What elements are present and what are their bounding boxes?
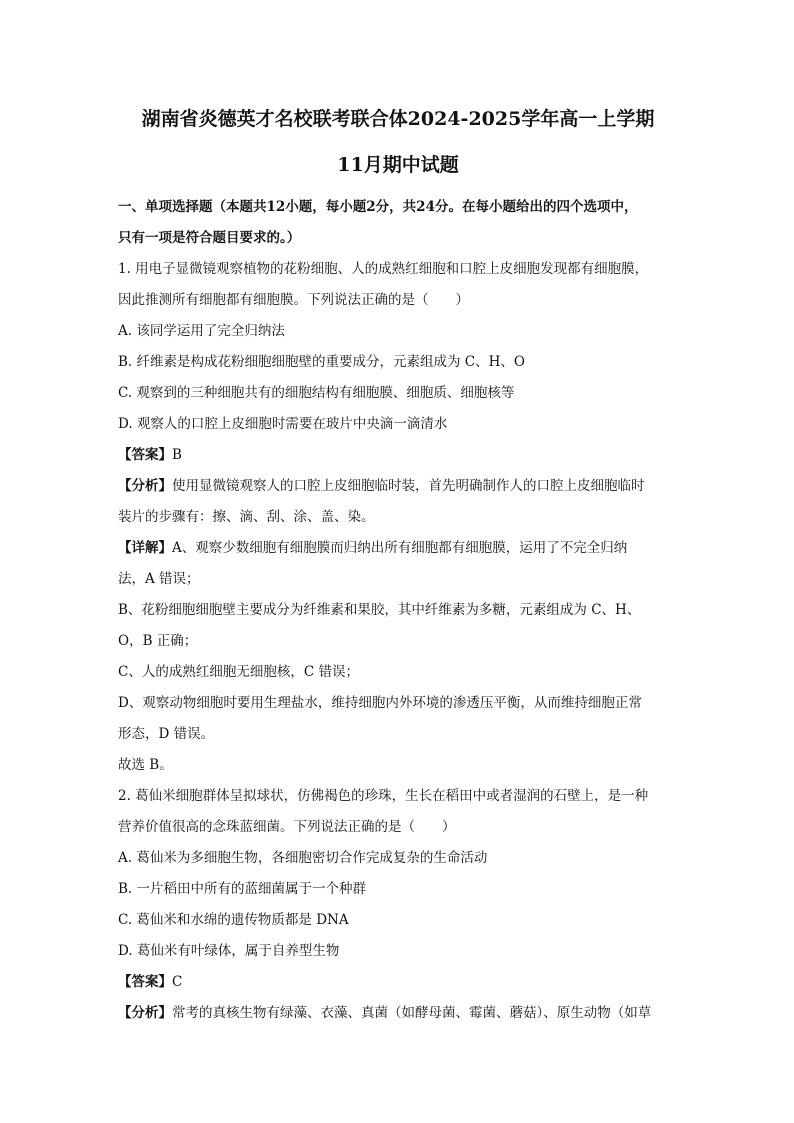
answer-value: C bbox=[172, 974, 183, 990]
question-2-stem-line1: 2. 葛仙米细胞群体呈拟球状，仿佛褐色的珍珠，生长在稻田中或者湿润的石壁上，是一种 bbox=[118, 788, 649, 804]
analysis-text: 常考的真核生物有绿藻、衣藻、真菌（如酵母菌、霉菌、蘑菇）、原生动物（如草 bbox=[172, 1005, 652, 1021]
document-title-line1: 湖南省炎德英才名校联考联合体2024-2025学年高一上学期 bbox=[141, 108, 655, 130]
question-1-detail-line1 bbox=[118, 533, 678, 564]
question-2-analysis-line1 bbox=[118, 998, 678, 1029]
answer-value: B bbox=[172, 447, 182, 463]
analysis-text: 使用显微镜观察人的口腔上皮细胞临时装，首先明确制作人的口腔上皮细胞临时 bbox=[172, 478, 645, 494]
answer-tag: 【答案】 bbox=[118, 974, 172, 990]
question-1-analysis-line2: 装片的步骤有：擦、滴、刮、涂、盖、染。 bbox=[118, 509, 375, 525]
question-1-detail-line3: B、花粉细胞细胞壁主要成分为纤维素和果胶，其中纤维素为多糖，元素组成为 C、H、 bbox=[118, 602, 641, 618]
question-1-option-b: B. 纤维素是构成花粉细胞细胞壁的重要成分，元素组成为 C、H、O bbox=[118, 354, 525, 370]
question-1-option-a: A. 该同学运用了完全归纳法 bbox=[118, 323, 285, 339]
question-1-analysis-line1 bbox=[118, 471, 678, 502]
question-1-detail-line5: C、人的成熟红细胞无细胞核，C 错误； bbox=[118, 664, 359, 680]
detail-text: A、观察少数细胞有细胞膜而归纳出所有细胞都有细胞膜，运用了不完全归纳 bbox=[172, 540, 628, 556]
question-1 bbox=[118, 254, 678, 781]
question-1-detail-line7: 形态，D 错误。 bbox=[118, 726, 215, 742]
question-1-stem-line1: 1. 用电子显微镜观察植物的花粉细胞、人的成熟红细胞和口腔上皮细胞发现都有细胞膜， bbox=[118, 261, 649, 277]
question-2-option-d: D. 葛仙米有叶绿体，属于自养型生物 bbox=[118, 943, 340, 959]
section-heading bbox=[118, 192, 678, 254]
question-2-option-c: C. 葛仙米和水绵的遗传物质都是 DNA bbox=[118, 912, 349, 928]
question-1-option-c: C. 观察到的三种细胞共有的细胞结构有细胞膜、细胞质、细胞核等 bbox=[118, 385, 515, 401]
answer-tag: 【答案】 bbox=[118, 447, 172, 463]
question-2-option-a: A. 葛仙米为多细胞生物，各细胞密切合作完成复杂的生命活动 bbox=[118, 850, 488, 866]
section-heading-line2: 只有一项是符合题目要求的。） bbox=[118, 230, 301, 246]
question-1-option-d: D. 观察人的口腔上皮细胞时需要在玻片中央滴一滴清水 bbox=[118, 416, 448, 432]
question-2-option-b: B. 一片稻田中所有的蓝细菌属于一个种群 bbox=[118, 881, 367, 897]
question-1-stem-line2: 因此推测所有细胞都有细胞膜。下列说法正确的是（ ） bbox=[118, 292, 469, 308]
question-2-stem-line2: 营养价值很高的念珠蓝细菌。下列说法正确的是（ ） bbox=[118, 819, 456, 835]
question-1-detail-line2: 法，A 错误； bbox=[118, 571, 200, 587]
document-page bbox=[118, 96, 678, 1029]
question-2-answer bbox=[118, 967, 678, 998]
question-1-detail-line4: O，B 正确； bbox=[118, 633, 198, 649]
analysis-tag: 【分析】 bbox=[118, 1005, 172, 1021]
question-1-conclusion: 故选 B。 bbox=[118, 757, 173, 773]
question-2 bbox=[118, 781, 678, 1029]
document-title-line2: 11月期中试题 bbox=[337, 154, 459, 176]
question-1-detail-line6: D、观察动物细胞时要用生理盐水，维持细胞内外环境的渗透压平衡，从而维持细胞正常 bbox=[118, 695, 642, 711]
question-1-answer bbox=[118, 440, 678, 471]
section-heading-line1: 一、单项选择题（本题共12小题，每小题2分，共24分。在每小题给出的四个选项中， bbox=[118, 199, 638, 215]
detail-tag: 【详解】 bbox=[118, 540, 172, 556]
analysis-tag: 【分析】 bbox=[118, 478, 172, 494]
